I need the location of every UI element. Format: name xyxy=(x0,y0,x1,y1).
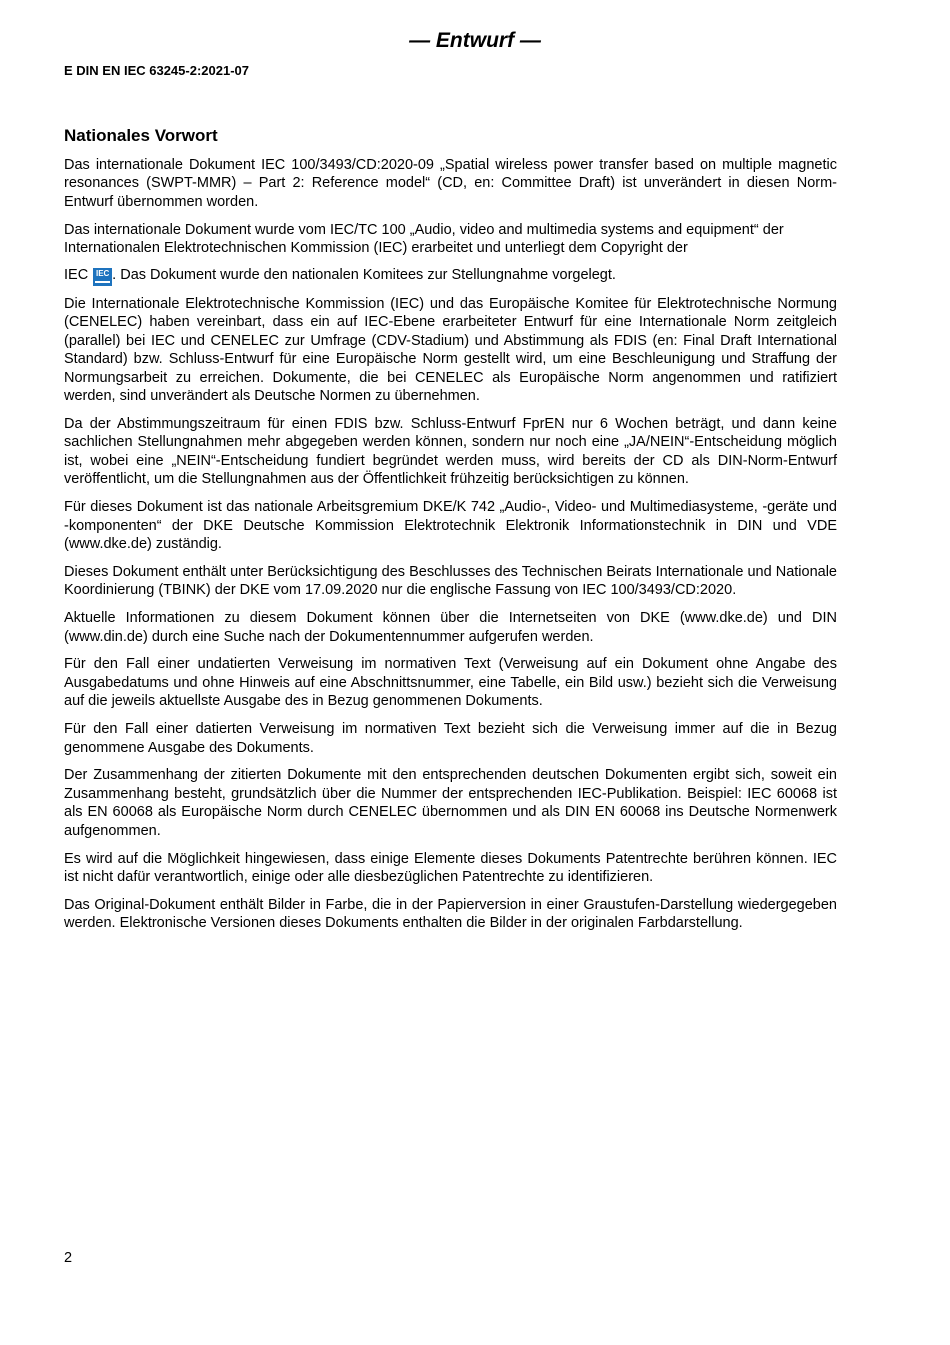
paragraph-11: Es wird auf die Möglichkeit hingewiesen, dass einige Elemente dieses Dokuments Patentrechte berühren können. IEC ist nicht dafür verantwortlich, einige oder alle diesbezüglichen Patentrechte zu identifizieren. xyxy=(64,850,837,885)
iec-prefix: IEC xyxy=(64,266,89,283)
paragraph-3: Die Internationale Elektrotechnische Kommission (IEC) und das Europäische Komitee für Elektrotechnische Normung (CENELEC) haben vereinbart, dass ein auf IEC-Ebene erarbeiteter Entwurf für eine Internationale Norm zeitgleich (parallel) bei IEC und CENELEC zur Umfrage (CDV-Stadium) und Abstimmung als FDIS (en: Final Draft International Standard) bzw. Schluss-Entwurf für eine Europäische Norm gestellt wird, um eine Beschleunigung und Straffung der Normungsarbeit zu erreichen. Dokumente, die bei CENELEC als Europäische Norm angenommen und ratifiziert werden, sind unverändert als Deutsche Normen zu übernehmen. xyxy=(64,296,837,405)
page-content xyxy=(64,126,837,942)
paragraph-12: Das Original-Dokument enthält Bilder in Farbe, die in der Papierversion in einer Graustufen-Darstellung wiedergegeben werden. Elektronische Versionen dieses Dokuments enthalten die Bilder in der originalen Farbdarstellung. xyxy=(64,896,837,932)
section-title: Nationales Vorwort xyxy=(64,126,218,145)
paragraph-6: Dieses Dokument enthält unter Berücksichtigung des Beschlusses des Technischen Beirats Internationale und Nationale Koordinierung (TBINK) der DKE vom 17.09.2020 nur die englische Fassung von IEC 100/3493/CD:2020. xyxy=(64,563,837,599)
paragraph-5: Für dieses Dokument ist das nationale Arbeitsgremium DKE/K 742 „Audio-, Video- und Multimediasysteme, -geräte und -komponenten“ der DKE Deutsche Kommission Elektrotechnik Elektronik Informationstechnik in DIN und VDE (www.dke.de) zuständig. xyxy=(64,499,837,552)
paragraph-9: Für den Fall einer datierten Verweisung im normativen Text bezieht sich die Verweisung immer auf die in Bezug genommene Ausgabe des Dokuments. xyxy=(64,721,837,756)
paragraph-8: Für den Fall einer undatierten Verweisung im normativen Text (Verweisung auf ein Dokument ohne Angabe des Ausgabedatums und ohne Hinweis auf eine Abschnittsnummer, eine Tabelle, ein Bild usw.) bezieht sich die Verweisung auf die jeweils aktuellste Ausgabe des in Bezug genommenen Dokuments. xyxy=(64,656,837,710)
paragraph-2: Das internationale Dokument wurde vom IEC/TC 100 „Audio, video and multimedia systems and equipment“ der Internationalen Elektrotechnischen Kommission (IEC) erarbeitet und unterliegt dem Copyright der xyxy=(64,221,784,257)
paragraph-4: Da der Abstimmungszeitraum für einen FDIS bzw. Schluss-Entwurf FprEN nur 6 Wochen beträgt, und dann keine sachlichen Stellungnahmen mehr abgegeben werden können, sondern nur noch eine „JA/NEIN“-Entscheidung möglich ist, wobei eine „NEIN“-Entscheidung fundiert begründet werden muss, wird bereits der CD als DIN-Norm-Entwurf veröffentlicht, um die Stellungnahmen aus der Öffentlichkeit frühzeitig berücksichtigen zu können. xyxy=(64,415,837,488)
iec-logo-text: IEC xyxy=(96,268,110,278)
page-number: 2 xyxy=(64,1250,73,1266)
paragraph-10: Der Zusammenhang der zitierten Dokumente mit den entsprechenden deutschen Dokumenten ergibt sich, soweit ein Zusammenhang besteht, grundsätzlich über die Nummer der entsprechenden IEC-Publikation. Beispiel: IEC 60068 ist als EN 60068 als Europäische Norm durch CENELEC übernommen und als DIN EN 60068 ins Deutsche Normenwerk aufgenommen. xyxy=(64,767,837,839)
paragraph-1: Das internationale Dokument IEC 100/3493/CD:2020-09 „Spatial wireless power transfer based on multiple magnetic resonances (SWPT-MMR) – Part 2: Reference model“ (CD, en: Committee Draft) ist unverändert in diesen Norm-Entwurf übernommen worden. xyxy=(64,157,837,210)
paragraph-2-iec-line xyxy=(64,266,837,286)
draft-watermark-heading: — Entwurf — xyxy=(409,29,541,52)
paragraph-7: Aktuelle Informationen zu diesem Dokument können über die Internetseiten von DKE (www.dke.de) und DIN (www.din.de) durch eine Suche nach der Dokumentennummer aufgerufen werden. xyxy=(64,610,837,645)
document-identifier: E DIN EN IEC 63245-2:2021-07 xyxy=(64,63,249,78)
iec-logo-icon xyxy=(93,268,112,286)
iec-suffix: . Das Dokument wurde den nationalen Komitees zur Stellungnahme vorgelegt. xyxy=(112,266,616,283)
